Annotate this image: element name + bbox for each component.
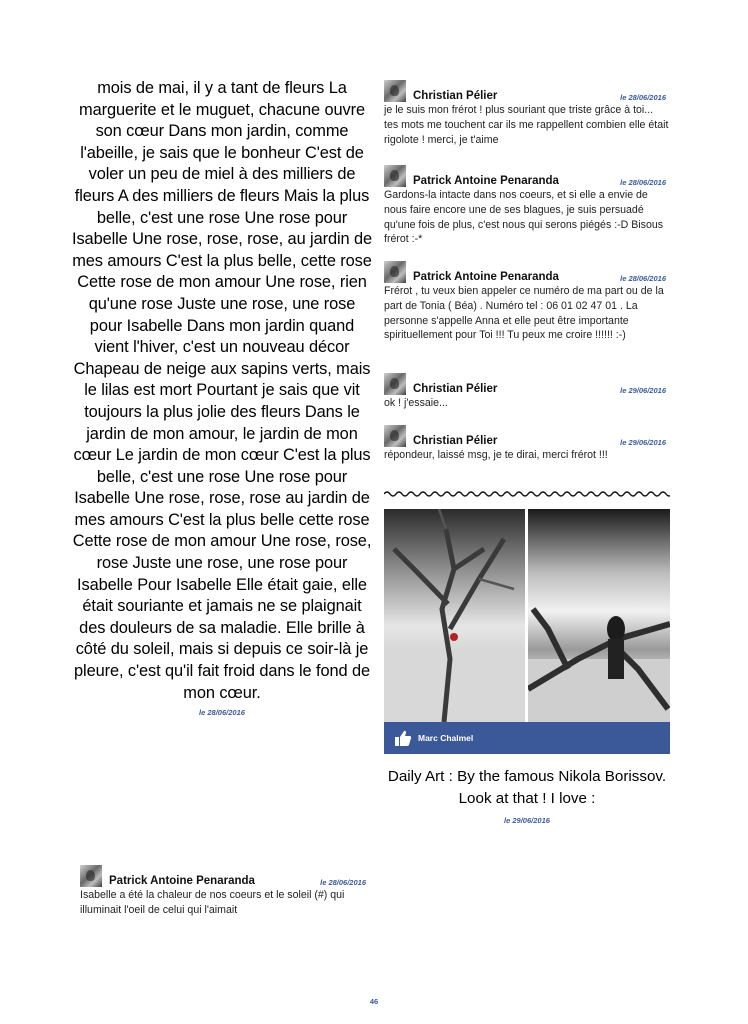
comment-date: le 28/06/2016 xyxy=(620,93,666,102)
comment-text: Isabelle a été la chaleur de nos coeurs et le soleil (#) qui illuminait l'oeil de celui qui l'aimait xyxy=(80,889,345,916)
comment-author[interactable]: Christian Pélier xyxy=(413,435,498,447)
comment-date: le 28/06/2016 xyxy=(620,178,666,187)
comment-item xyxy=(384,80,670,147)
wavy-divider xyxy=(384,488,670,500)
poem-date: le 28/06/2016 xyxy=(199,708,245,718)
avatar[interactable] xyxy=(384,261,406,283)
comment-author[interactable]: Christian Pélier xyxy=(413,383,498,395)
comment-date: le 28/06/2016 xyxy=(320,878,366,887)
comment-text: répondeur, laissé msg, je te dirai, merci frérot !!! xyxy=(384,449,608,461)
comment-author[interactable]: Patrick Antoine Penaranda xyxy=(413,271,559,283)
comment-item xyxy=(384,425,670,463)
comment-text: Frérot , tu veux bien appeler ce numéro de ma part ou de la part de Tonia ( Béa) . Numéro tel : 06 01 02 47 01 . La personne s'appelle Anna et elle peut être importante spirituellement pour Toi !!! Tu peux me croire !!!!!! :-) xyxy=(384,285,664,342)
comment-date: le 29/06/2016 xyxy=(620,438,666,447)
comment-author[interactable]: Christian Pélier xyxy=(413,90,498,102)
tree-photo-right xyxy=(528,509,670,722)
avatar[interactable] xyxy=(384,425,406,447)
thumbs-up-icon[interactable] xyxy=(394,729,412,747)
comment-text: je le suis mon frérot ! plus souriant que triste grâce à toi... tes mots me touchent car ils me rappellent combien elle était rigolote ! merci, je t'aime xyxy=(384,104,669,146)
avatar[interactable] xyxy=(384,165,406,187)
comment-text: ok ! j'essaie... xyxy=(384,397,448,409)
comment-item xyxy=(384,373,670,411)
comment-author[interactable]: Patrick Antoine Penaranda xyxy=(109,875,255,887)
avatar[interactable] xyxy=(384,373,406,395)
avatar[interactable] xyxy=(80,865,102,887)
post-author-bar[interactable] xyxy=(384,722,670,754)
comment-date: le 28/06/2016 xyxy=(620,274,666,283)
comment-item xyxy=(384,165,670,247)
post-author[interactable]: Marc Chalmel xyxy=(418,733,474,743)
comment-author[interactable]: Patrick Antoine Penaranda xyxy=(413,175,559,187)
photo-post[interactable] xyxy=(384,509,670,754)
comment-item xyxy=(384,261,670,343)
comment-date: le 29/06/2016 xyxy=(620,386,666,395)
photo-right xyxy=(528,509,670,722)
comment-text: Gardons-la intacte dans nos coeurs, et si elle a envie de nous faire encore une de ses blagues, je suis persuadé qu'une fois de plus, c'est nous qui serons piégés :-D Bisous frérot :-* xyxy=(384,189,664,246)
photo-left xyxy=(384,509,525,722)
post-caption: Daily Art : By the famous Nikola Borissov. Look at that ! I love : xyxy=(387,768,667,807)
poem-block xyxy=(72,78,372,717)
avatar[interactable] xyxy=(384,80,406,102)
comment-item xyxy=(80,865,370,918)
post-date: le 29/06/2016 xyxy=(504,816,550,825)
poem-text: mois de mai, il y a tant de fleurs La marguerite et le muguet, chacune ouvre son cœur Dans mon jardin, comme l'abeille, je sais que le bonheur C'est de voler un peu de miel à des milliers de fleurs A des milliers de fleurs Mais la plus belle, c'est une rose Une rose pour Isabelle Une rose, rose, rose, au jardin de mes amours C'est la plus belle, cette rose Cette rose de mon amour Une rose, rien qu'une rose Juste une rose, une rose pour Isabelle Dans mon jardin quand vient l'hiver, c'est un nouveau décor Chapeau de neige aux sapins verts, mais le lilas est mort Pourtant je sais que vit toujours la plus jolie des fleurs Dans le jardin de mon amour, le jardin de mon cœur Le jardin de mon cœur C'est la plus belle, c'est une rose Une rose pour Isabelle Une rose, rose, rose au jardin de mes amours C'est la plus belle cette rose Cette rose de mon amour Une rose, rose, rose Juste une rose, une rose pour Isabelle Pour Isabelle Elle était gaie, elle était souriante et jamais ne se plaignait des douleurs de sa maladie. Elle brille à côté du soleil, mais si depuis ce soir-là je pleure, c'est qu'il fait froid dans le fond de mon cœur. xyxy=(72,79,373,702)
tree-photo-left xyxy=(384,509,525,722)
page-number: 46 xyxy=(369,997,379,1006)
